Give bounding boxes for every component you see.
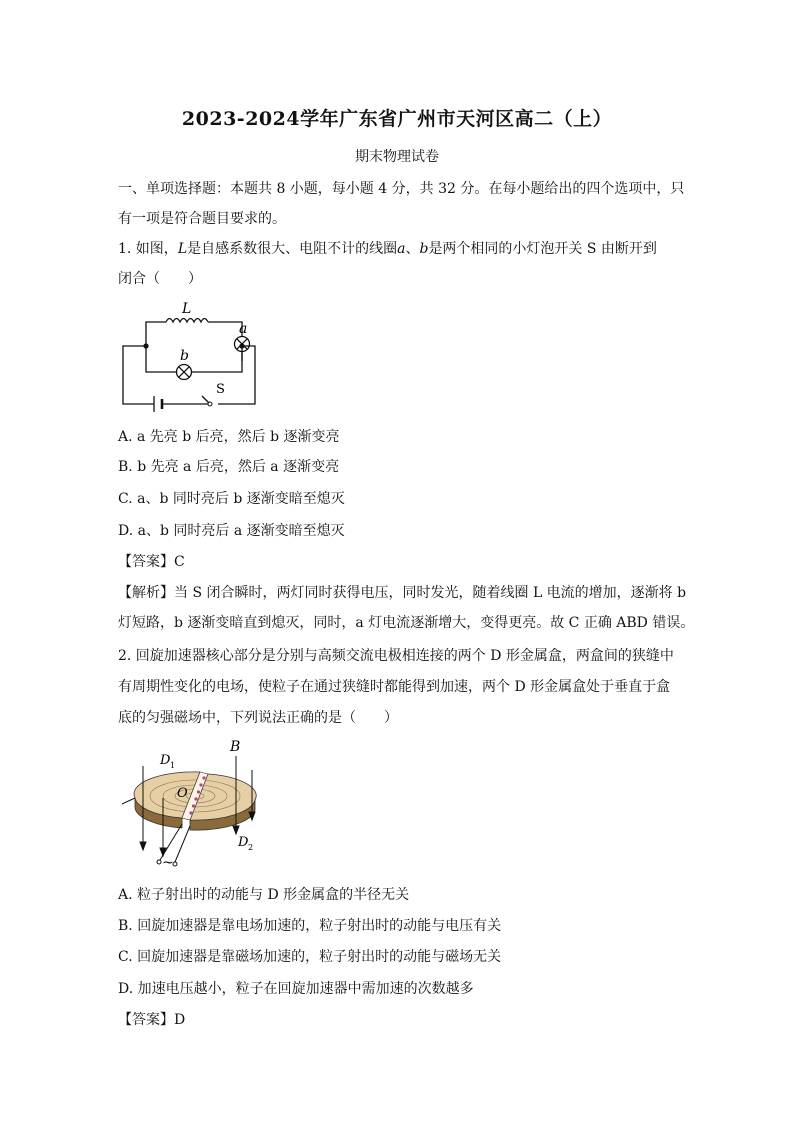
q1-stem-text: 是自感系数很大、电阻不计的线圈 [187,241,398,257]
q1-option-b: B. b 先亮 a 后亮，然后 a 逐渐变亮 [118,459,340,475]
q2-stem-line2: 有周期性变化的电场，使粒子在通过狭缝时都能得到加速，两个 D 形金属盒处于垂直于盒 [118,679,671,695]
label-D2-sub: 2 [248,843,254,852]
q2-option-b: B. 回旋加速器是靠电场加速的，粒子射出时的动能与电压有关 [118,918,502,934]
wire [123,346,154,404]
q1-analysis-line1: 【解析】当 S 闭合瞬时，两灯同时获得电压，同时发光，随着线圈 L 电流的增加，逐渐将 b [118,585,687,601]
switch-contact [208,402,212,406]
junction-dot [143,343,148,348]
label-a: a [239,321,248,337]
q1-option-c: C. a、b 同时亮后 b 逐渐变暗至熄灭 [118,491,345,507]
label-b: b [180,348,189,364]
q2-stem-line3: 底的匀强磁场中，下列说法正确的是（ ） [118,710,398,726]
section-heading-line2: 有一项是符合题目要求的。 [118,211,286,227]
label-S: S [216,382,225,397]
q1-answer: 【答案】C [118,554,185,570]
wire [146,322,166,346]
q1-analysis-line2: 灯短路，b 逐渐变暗直到熄灭，同时，a 灯电流逐渐增大，变得更亮。故 C 正确 ABD 错误。 [118,615,695,631]
q1-stem-line1 [118,238,657,258]
label-D2: D [238,835,249,850]
label-D1: D [160,753,171,768]
q2-option-a: A. 粒子射出时的动能与 D 形金属盒的半径无关 [118,887,410,903]
q1-stem-text: 、 [405,241,420,257]
section-heading-line1: 一、单项选择题：本题共 8 小题，每小题 4 分，共 32 分。在每小题给出的四个选项中，只 [118,181,685,197]
q2-answer: 【答案】D [118,1012,186,1028]
q1-var-L: L [177,241,188,257]
q1-stem-line2: 闭合（ ） [118,271,202,287]
wire [146,346,176,372]
page-title: 2023-2024学年广东省广州市天河区高二（上） [181,108,613,130]
label-O: O [177,786,188,801]
page-subtitle: 期末物理试卷 [355,149,439,165]
q2-stem-line1: 2. 回旋加速器核心部分是分别与高频交流电极相连接的两个 D 形金属盒，两盒间的狭缝中 [118,648,674,664]
label-L: L [182,301,192,317]
q1-option-d: D. a、b 同时亮后 a 逐渐变暗至熄灭 [118,523,345,539]
q2-option-d: D. 加速电压越小，粒子在回旋加速器中需加速的次数越多 [118,981,474,997]
q1-circuit-diagram [118,296,263,414]
label-D1-sub: 1 [170,761,176,770]
q1-option-a: A. a 先亮 b 后亮，然后 b 逐渐变亮 [118,429,340,445]
label-ac-source: ~ [162,855,174,868]
q1-stem-text: 是两个相同的小灯泡开关 S 由断开到 [428,241,657,257]
wire [208,322,242,336]
label-B: B [230,739,241,755]
junction-dot [239,343,244,348]
inductor-coil [166,319,208,323]
q1-var-a: a [397,241,406,257]
q2-cyclotron-diagram [120,736,280,868]
q1-stem-text: 1. 如图， [118,241,178,257]
q2-option-c: C. 回旋加速器是靠磁场加速的，粒子射出时的动能与磁场无关 [118,949,502,965]
q1-var-b: b [419,241,429,257]
